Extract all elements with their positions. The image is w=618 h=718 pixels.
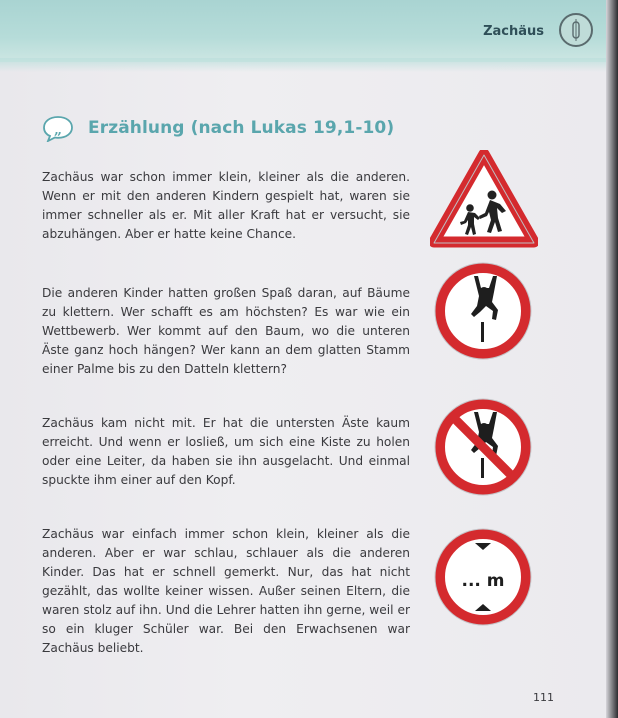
paragraph-3: Zachäus kam nicht mit. Er hat die untersten Äste kaum erreicht. Und wenn er losließ, um sich eine Kiste zu holen oder eine Leiter, da haben sie ihn ausgelacht. Und einmal spuckte ihm einer auf den Kopf. [42,416,410,487]
paragraph-4: Zachäus war einfach immer schon klein, kleiner als die anderen. Aber er war schlau, schlauer als die anderen Kinder. Das hat er schnell gemerkt. Nur, das hat nicht gezählt, das wollte keiner wissen. Außer seinen Eltern, die waren stolz auf ihn. Und die Lehrer hatten ihn gerne, weil er so ein kluger Schüler war. Bei den Erwachsenen war Zachäus beliebt. [42,527,410,655]
section-title: Erzählung (nach Lukas 19,1-10) [88,118,395,138]
svg-text:„: „ [53,122,63,138]
children-warning-sign-icon [430,150,538,248]
page-number: 111 [533,691,554,704]
height-sign-label: ... m [461,571,505,591]
section-heading [42,113,394,143]
page-edge [606,0,618,718]
climber-prohibition-sign-icon [434,262,532,360]
speech-bubble-quote-icon [42,114,74,142]
paragraph-1: Zachäus war schon immer klein, kleiner als die anderen. Wenn er mit den anderen Kindern gespielt hat, waren sie immer schneller als er. Mit aller Kraft hat er versucht, sie abzuhängen. Aber er hatte keine Chance. [42,170,410,241]
paragraph-2: Die anderen Kinder hatten großen Spaß daran, auf Bäume zu klettern. Wer schafft es am höchsten? Es war wie ein Wettbewerb. Wer kommt auf den Baum, wo die unteren Äste ganz hoch hängen? Wer kann an dem glatten Stamm einer Palme bis zu den Datteln klettern? [42,286,410,376]
header-title: Zachäus [483,24,544,39]
height-restriction-sign-icon [434,528,532,626]
crossed-climber-prohibition-sign-icon [434,398,532,496]
chapter-medallion-icon [559,13,593,47]
